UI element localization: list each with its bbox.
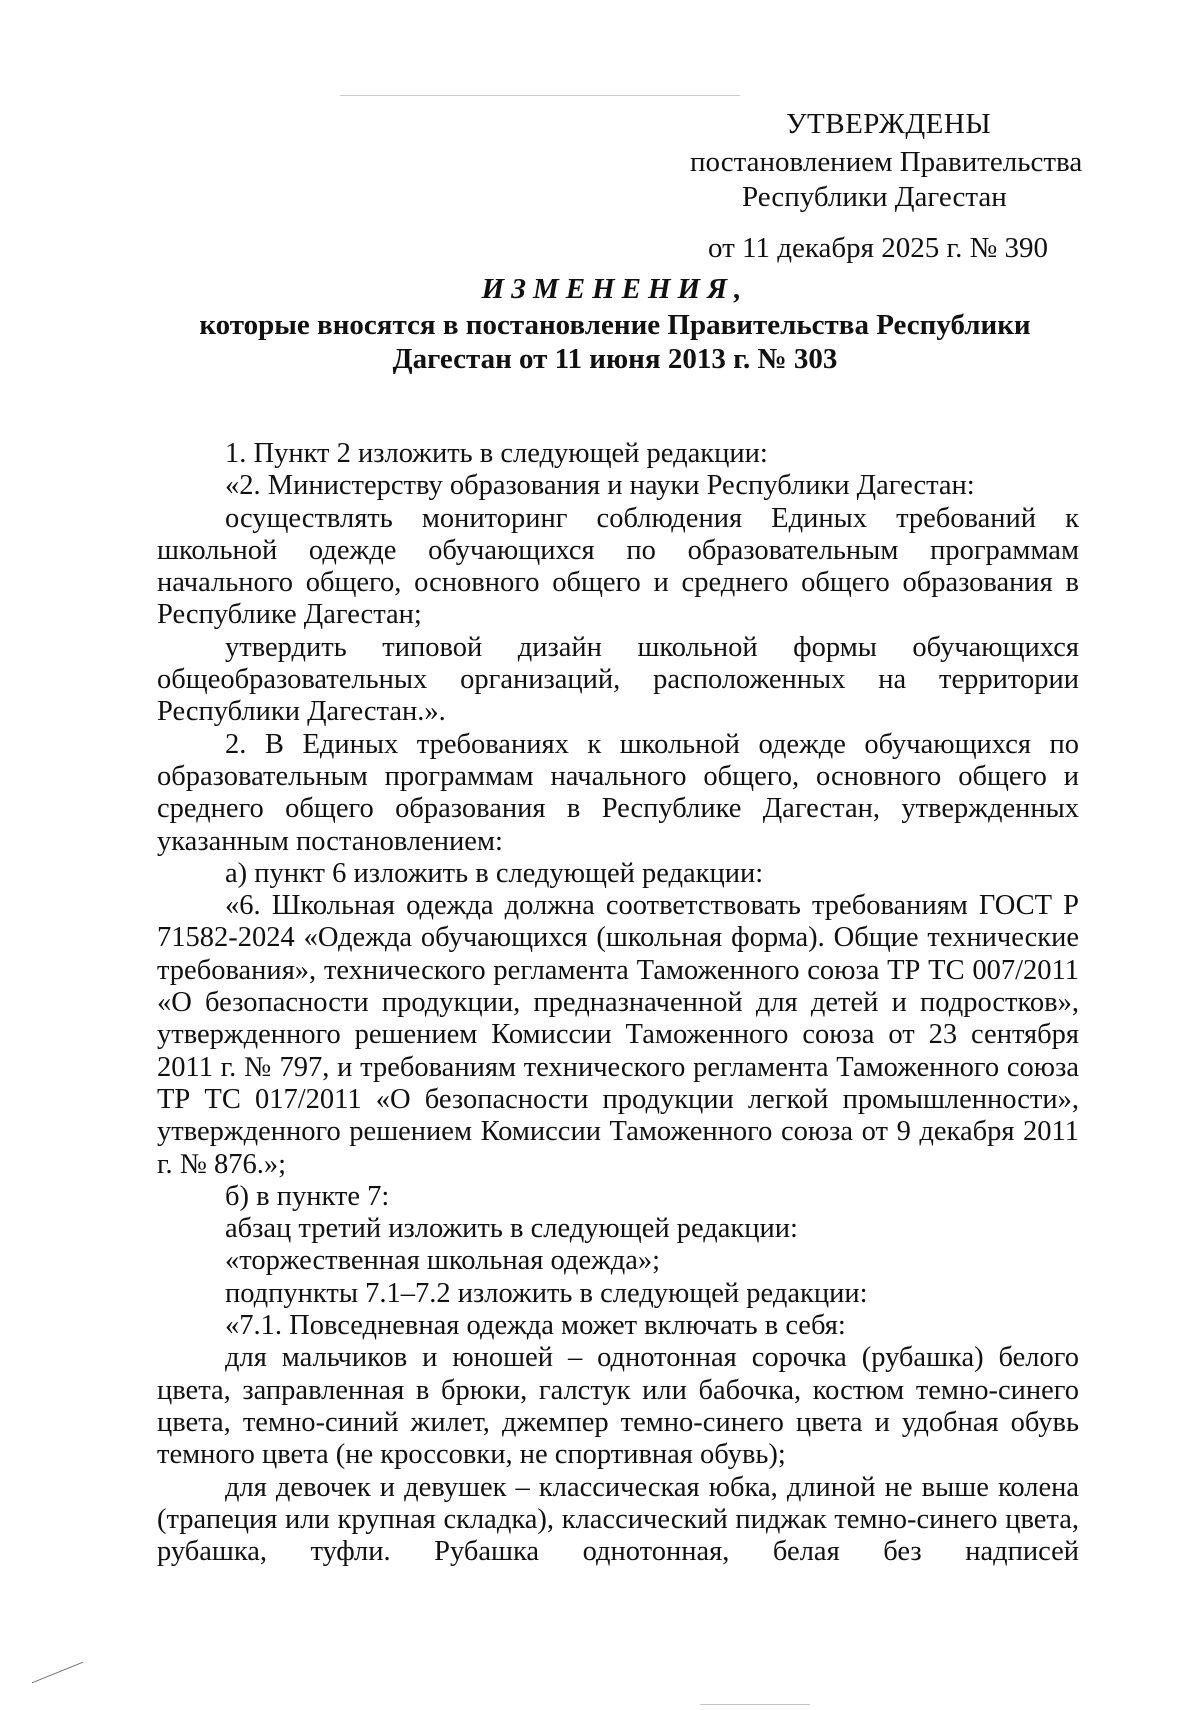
approval-title: УТВЕРЖДЕНЫ [786,108,992,140]
paragraph: «2. Министерству образования и науки Республики Дагестан: [225,470,975,502]
scan-noise-top [340,95,740,96]
document-heading [150,272,1080,376]
paragraph: для девочек и девушек – классическая юбка, длиной не выше колена (трапеция или крупная складка), классический пиджак темно-синего цвета, рубашка, туфли. Рубашка однотонная, белая без надписей [157,1471,1079,1568]
paragraph: 1. Пункт 2 изложить в следующей редакции: [225,438,768,469]
scan-scratch [32,1662,83,1684]
paragraph: утвердить типовой дизайн школьной формы обучающихся общеобразовательных организаций, расположенных на территории Республики Дагестан.». [157,631,1079,728]
approval-line-1: постановлением Правительства [690,146,1083,178]
paragraph: для мальчиков и юношей – однотонная сорочка (рубашка) белого цвета, заправленная в брюки, галстук или бабочка, костюм темно-синего цвета, темно-синий жилет, джемпер темно-синего цвета и удобная обувь темного цвета (не кроссовки, не спортивная обувь); [157,1342,1079,1471]
paragraph: «6. Школьная одежда должна соответствовать требованиям ГОСТ Р 71582-2024 «Одежда обучающихся (школьная форма). Общие технические требования», технического регламента Таможенного союза ТР ТС 007/2011 «О безопасности продукции, предназначенной для детей и подростков», утвержденного решением Комиссии Таможенного союза от 23 сентября 2011 г. № 797, и требованиям технического регламента Таможенного союза ТР ТС 017/2011 «О безопасности продукции легкой промышленности», утвержденного решением Комиссии Таможенного союза от 9 декабря 2011 г. № 876.»; [157,890,1079,1180]
approval-date: от 11 декабря 2025 г. № 390 [708,232,1048,264]
paragraph: осуществлять мониторинг соблюдения Единых требований к школьной одежде обучающихся по образовательным программам начального общего, основного общего и среднего общего образования в Республике Дагестан; [157,502,1079,631]
paragraph: подпункты 7.1–7.2 изложить в следующей редакции: [225,1277,868,1309]
document-title: ИЗМЕНЕНИЯ, [481,273,749,305]
scan-noise-bottom [700,1704,810,1705]
document-subtitle-1: которые вносятся в постановление Правительства Республики [199,309,1031,341]
paragraph: «торжественная школьная одежда»; [225,1245,661,1277]
paragraph: 2. В Единых требованиях к школьной одежде обучающихся по образовательным программам начального общего, основного общего и среднего общего образования в Республике Дагестан, утвержденных указанным постановлением: [157,728,1079,857]
paragraph: б) в пункте 7: [225,1180,390,1212]
paragraph: а) пункт 6 изложить в следующей редакции: [225,857,764,889]
document-subtitle-2: Дагестан от 11 июня 2013 г. № 303 [392,343,838,375]
document-body [157,438,1079,1568]
paragraph: абзац третий изложить в следующей редакции: [225,1213,798,1245]
approval-line-2: Республики Дагестан [742,181,1007,213]
paragraph: «7.1. Повседневная одежда может включать в себя: [225,1310,846,1342]
